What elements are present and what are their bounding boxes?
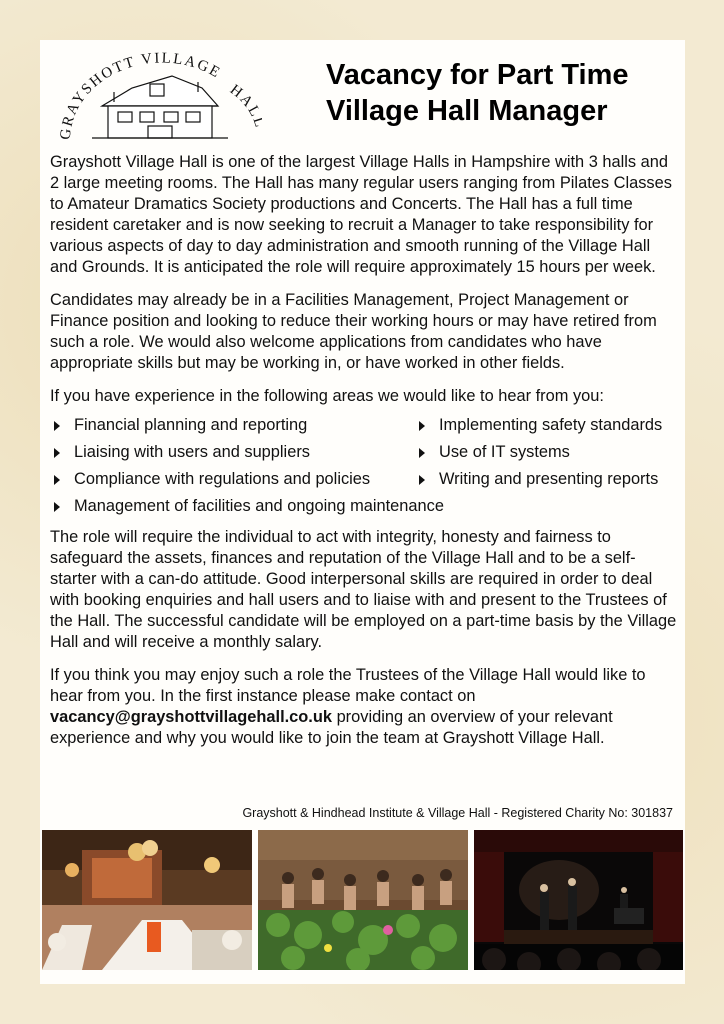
contact-email-link[interactable]: vacancy@grayshottvillagehall.co.uk [50, 708, 332, 726]
village-hall-logo-drawing [52, 48, 262, 148]
charity-registration: Grayshott & Hindhead Institute & Village Hall - Registered Charity No: 301837 [242, 806, 673, 820]
decorated-hall-photo [42, 830, 252, 970]
photo-strip [42, 830, 683, 970]
list-item: Writing and presenting reports [415, 469, 680, 490]
title-line-2: Village Hall Manager [326, 95, 608, 127]
experience-lead: If you have experience in the following areas we would like to hear from you: [50, 387, 604, 405]
triangle-bullet-icon [54, 475, 60, 485]
list-item: Compliance with regulations and policies [50, 469, 415, 490]
experience-list [50, 415, 680, 517]
list-item: Liaising with users and suppliers [50, 442, 415, 463]
hall-building-drawing [92, 76, 228, 138]
logo-text-right: HAL [226, 81, 262, 121]
list-item: Use of IT systems [415, 442, 680, 463]
plant-sale-photo [258, 830, 468, 970]
list-item: Financial planning and reporting [50, 415, 415, 436]
candidates-paragraph: Candidates may already be in a Facilities Management, Project Management or Finance position and looking to reduce their working hours or may have retired from such a role. We would also welcome applications from candidates who have appropriate skills but may be working in, or have worked in other fields. [50, 291, 657, 372]
triangle-bullet-icon [419, 448, 425, 458]
contact-text-pre: If you think you may enjoy such a role the Trustees of the Village Hall would like to hear from you. In the first instance please make contact on [50, 666, 646, 705]
role-paragraph: The role will require the individual to act with integrity, honesty and fairness to safeguard the assets, finances and reputation of the Village Hall and to be a self-starter with a can-do attitude. Good interpersonal skills are required in order to deal with booking enquiries and hall users and to liaise with and present to the Trustees of the Hall. The successful candidate will be employed on a part-time basis by the Village Hall and will receive a monthly salary. [50, 528, 677, 651]
contact-paragraph [50, 665, 680, 749]
village-hall-logo [52, 48, 262, 148]
svg-text:HALL [227, 82, 262, 131]
triangle-bullet-icon [54, 502, 60, 512]
title-line-1: Vacancy for Part Time [326, 59, 629, 91]
list-item: Implementing safety standards [415, 415, 680, 436]
intro-paragraph: Grayshott Village Hall is one of the largest Village Halls in Hampshire with 3 halls and 2 large meeting rooms. The Hall has many regular users ranging from Pilates Classes to Amateur Dramatics Society productions and Concerts. The Hall has a full time resident caretaker and is now seeking to recruit a Manager to take responsibility for various aspects of day to day administration and smooth running of the Village Hall and Grounds. It is anticipated the role will require approximately 15 hours per week. [50, 153, 672, 276]
triangle-bullet-icon [54, 421, 60, 431]
stage-concert-photo [474, 830, 683, 970]
page-title [326, 57, 629, 129]
flyer-body [50, 152, 680, 761]
triangle-bullet-icon [54, 448, 60, 458]
triangle-bullet-icon [419, 475, 425, 485]
contact-text-post: providing an overview of your relevant experience and why you would like to join the team at Grayshott Village Hall. [50, 708, 613, 747]
header [40, 40, 685, 152]
list-item: Management of facilities and ongoing maintenance [50, 496, 680, 517]
logo-text-top: GRAYSHOTT VILLAGE [57, 50, 224, 141]
flyer-sheet [40, 40, 685, 984]
triangle-bullet-icon [419, 421, 425, 431]
